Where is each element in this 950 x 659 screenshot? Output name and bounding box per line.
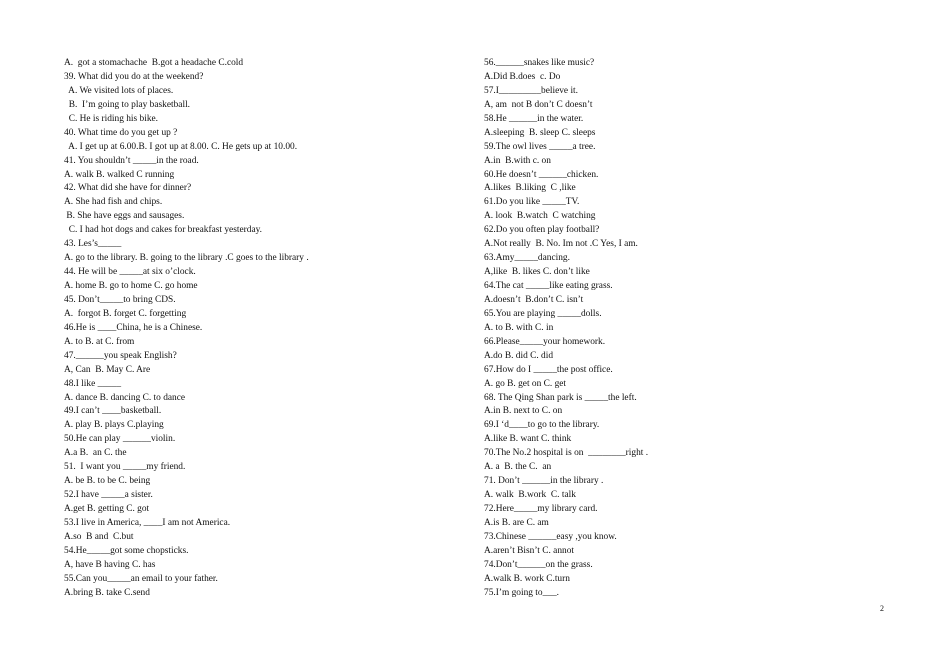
question-line: 68. The Qing Shan park is _____the left. [484, 392, 637, 403]
question-line: 72.Here_____my library card. [484, 504, 598, 514]
question-line: C. He is riding his bike. [64, 113, 159, 124]
question-line: A. play B. plays C.playing [64, 420, 164, 431]
question-line: 43. Les’s_____ [64, 239, 122, 250]
question-line: 61.Do you like _____TV. [484, 197, 580, 208]
question-line: A. a B. the C. an [484, 462, 552, 473]
question-line: 44. He will be _____at six o’clock. [64, 267, 196, 278]
question-line: A.a B. an C. the [64, 448, 127, 459]
question-line: A.in B.with c. on [484, 155, 551, 166]
question-line: 58.He ______in the water. [484, 113, 584, 124]
question-line: A.walk B. work C.turn [484, 573, 570, 584]
question-line: 51. I want you _____my friend. [64, 462, 186, 473]
question-line: 40. What time do you get up ? [64, 127, 178, 138]
question-line: A. to B. with C. in [484, 322, 554, 333]
question-line: 46.He is ____China, he is a Chinese. [64, 322, 203, 333]
question-line: 42. What did she have for dinner? [64, 183, 192, 194]
question-line: B. She have eggs and sausages. [64, 211, 185, 222]
question-line: A. She had fish and chips. [64, 197, 163, 208]
question-line: 50.He can play ______violin. [64, 434, 176, 445]
question-line: 66.Please_____your homework. [484, 336, 606, 347]
question-line: 71. Don’t ______in the library . [484, 476, 604, 487]
question-line: A.like B. want C. think [484, 434, 572, 445]
question-line: 57.I_________believe it. [484, 85, 578, 96]
question-line: A. home B. go to home C. go home [64, 281, 198, 291]
question-line: 56.______snakes like music? [484, 58, 595, 68]
question-line: A.Not really B. No. Im not .C Yes, I am. [484, 239, 638, 250]
left-question-column [64, 57, 444, 601]
question-line: 59.The owl lives _____a tree. [484, 141, 596, 152]
question-line: A.is B. are C. am [484, 517, 549, 528]
question-line: A. got a stomachache B.got a headache C.cold [64, 58, 244, 68]
question-line: 73.Chinese ______easy ,you know. [484, 531, 617, 542]
question-line: 52.I have _____a sister. [64, 490, 153, 501]
question-line: A,like B. likes C. don’t like [484, 267, 590, 278]
question-line: 67.How do I _____the post office. [484, 364, 613, 375]
question-line: A. I get up at 6.00.B. I got up at 8.00. C. He gets up at 10.00. [64, 141, 298, 152]
question-line: 63.Amy_____dancing. [484, 253, 570, 264]
question-line: A. walk B. walked C running [64, 169, 175, 180]
question-line: A. We visited lots of places. [64, 85, 174, 96]
question-line: 48.I like _____ [64, 378, 122, 389]
question-line: 41. You shouldn’t _____in the road. [64, 155, 199, 166]
question-line: 55.Can you_____an email to your father. [64, 573, 218, 584]
question-line: 64.The cat _____like eating grass. [484, 281, 613, 291]
question-line: 70.The No.2 hospital is on ________right . [484, 448, 649, 459]
question-line: A, have B having C. has [64, 559, 156, 570]
question-line: A. dance B. dancing C. to dance [64, 392, 186, 403]
question-line: 47.______you speak English? [64, 350, 177, 361]
question-line: A, am not B don’t C doesn’t [484, 99, 593, 110]
question-line: A.in B. next to C. on [484, 406, 563, 417]
question-line: 69.I ‘d____to go to the library. [484, 420, 600, 431]
question-line: C. I had hot dogs and cakes for breakfast yesterday. [64, 225, 263, 236]
question-line: A. walk B.work C. talk [484, 490, 576, 501]
question-line: A. to B. at C. from [64, 336, 135, 347]
question-line: A. go to the library. B. going to the library .C goes to the library . [64, 253, 309, 264]
question-line: A.aren’t Bisn’t C. annot [484, 545, 575, 556]
question-line: A, Can B. May C. Are [64, 364, 151, 375]
question-line: 45. Don’t_____to bring CDS. [64, 294, 176, 305]
question-line: 54.He_____got some chopsticks. [64, 545, 189, 556]
question-line: 49.I can’t ____basketball. [64, 406, 162, 417]
question-line: A.likes B.liking C ,like [484, 183, 576, 194]
question-line: 74.Don’t______on the grass. [484, 559, 593, 570]
question-line: A. be B. to be C. being [64, 476, 151, 487]
question-line: A.sleeping B. sleep C. sleeps [484, 127, 596, 138]
question-line: A.get B. getting C. got [64, 504, 150, 514]
question-line: 62.Do you often play football? [484, 225, 600, 236]
question-line: 60.He doesn’t ______chicken. [484, 169, 599, 180]
question-line: A.so B and C.but [64, 531, 134, 542]
question-line: 75.I’m going to___. [484, 587, 559, 598]
question-line: 53.I live in America, ____I am not America. [64, 517, 231, 528]
question-line: A.doesn’t B.don’t C. isn’t [484, 294, 584, 305]
question-line: 65.You are playing _____dolls. [484, 308, 602, 319]
question-line: A. go B. get on C. get [484, 378, 567, 389]
question-line: 39. What did you do at the weekend? [64, 71, 204, 82]
right-question-column [484, 57, 864, 601]
question-line: A.Did B.does c. Do [484, 71, 561, 82]
question-line: A.do B. did C. did [484, 350, 554, 361]
question-line: A. forgot B. forget C. forgetting [64, 308, 187, 319]
question-line: A. look B.watch C watching [484, 211, 596, 222]
question-line: B. I’m going to play basketball. [64, 99, 191, 110]
question-line: A.bring B. take C.send [64, 587, 150, 598]
page-number: 2 [880, 604, 884, 613]
